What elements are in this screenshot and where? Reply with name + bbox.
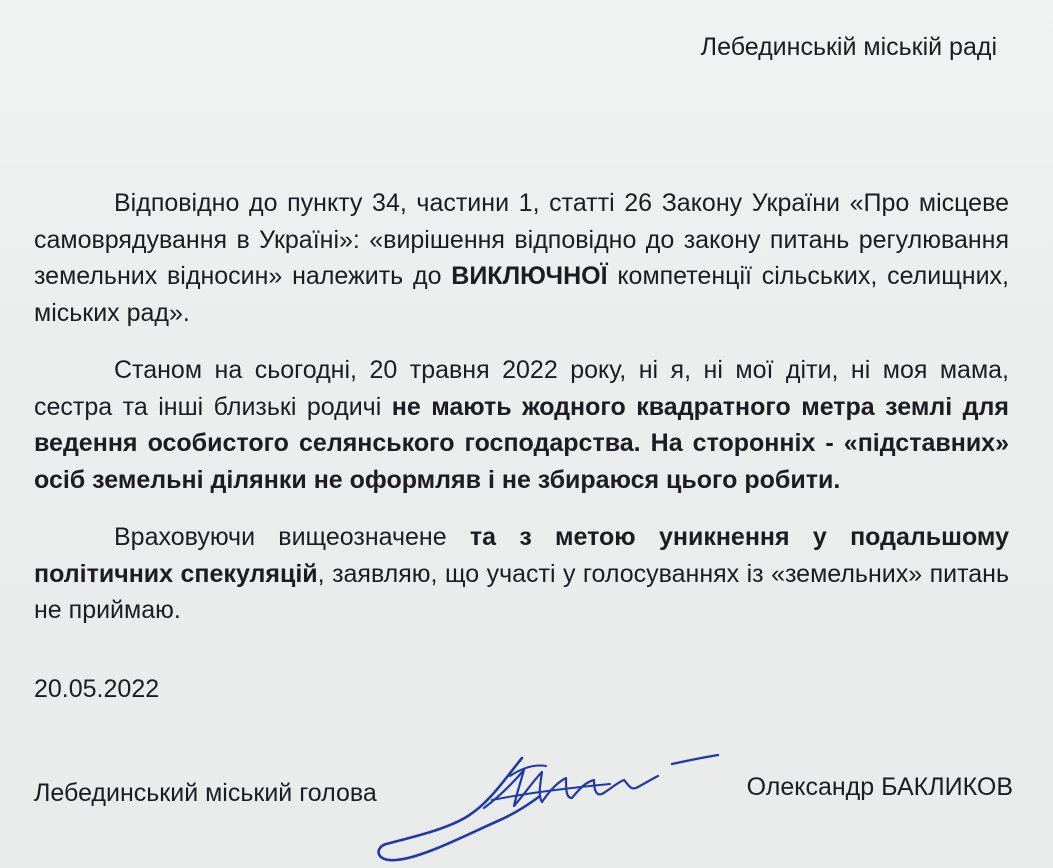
paragraph-text: Відповідно до пункту 34, частини 1, статті 26 Закону України «Про місцеве самоврядування в Україні»: «вирішення відповідно до закону питань регулювання земельних відносин» належить до <box>34 189 1009 290</box>
addressee: Лебединській міській раді <box>700 33 997 61</box>
paragraph-legal-basis <box>34 185 1009 331</box>
letter-body <box>34 185 1009 650</box>
paragraph-land-statement <box>34 352 1009 498</box>
emphasis-text: ВИКЛЮЧНОЇ <box>451 262 608 290</box>
paragraph-text: Станом на сьогодні, 20 травня 2022 року, ні я, ні мої діти, ні моя мама, сестра та інші близькі родичі <box>34 356 1009 421</box>
emphasis-text: не мають жодного квадратного метра землі для ведення особистого селянського господарства. На сторонніх - «підставних» осіб земельні ділянки не оформляв і не збираюся цього робити. <box>34 392 1009 494</box>
paragraph-text: , заявляю, що участі у голосуваннях із «земельних» питань не приймаю. <box>34 559 1009 624</box>
paragraph-text: Враховуючи вищеозначене <box>114 523 470 551</box>
letter-date: 20.05.2022 <box>34 675 160 703</box>
emphasis-text: та з метою уникнення у подальшому політичних спекуляцій <box>34 523 1009 588</box>
paragraph-text: компетенції сільських, селищних, міських рад». <box>34 262 1009 327</box>
paragraph-declaration <box>34 519 1009 629</box>
signature-stroke <box>672 755 718 764</box>
signatory-position: Лебединський міський голова <box>34 779 377 807</box>
signatory-name: Олександр БАКЛИКОВ <box>746 773 1013 801</box>
handwritten-signature <box>372 740 732 868</box>
